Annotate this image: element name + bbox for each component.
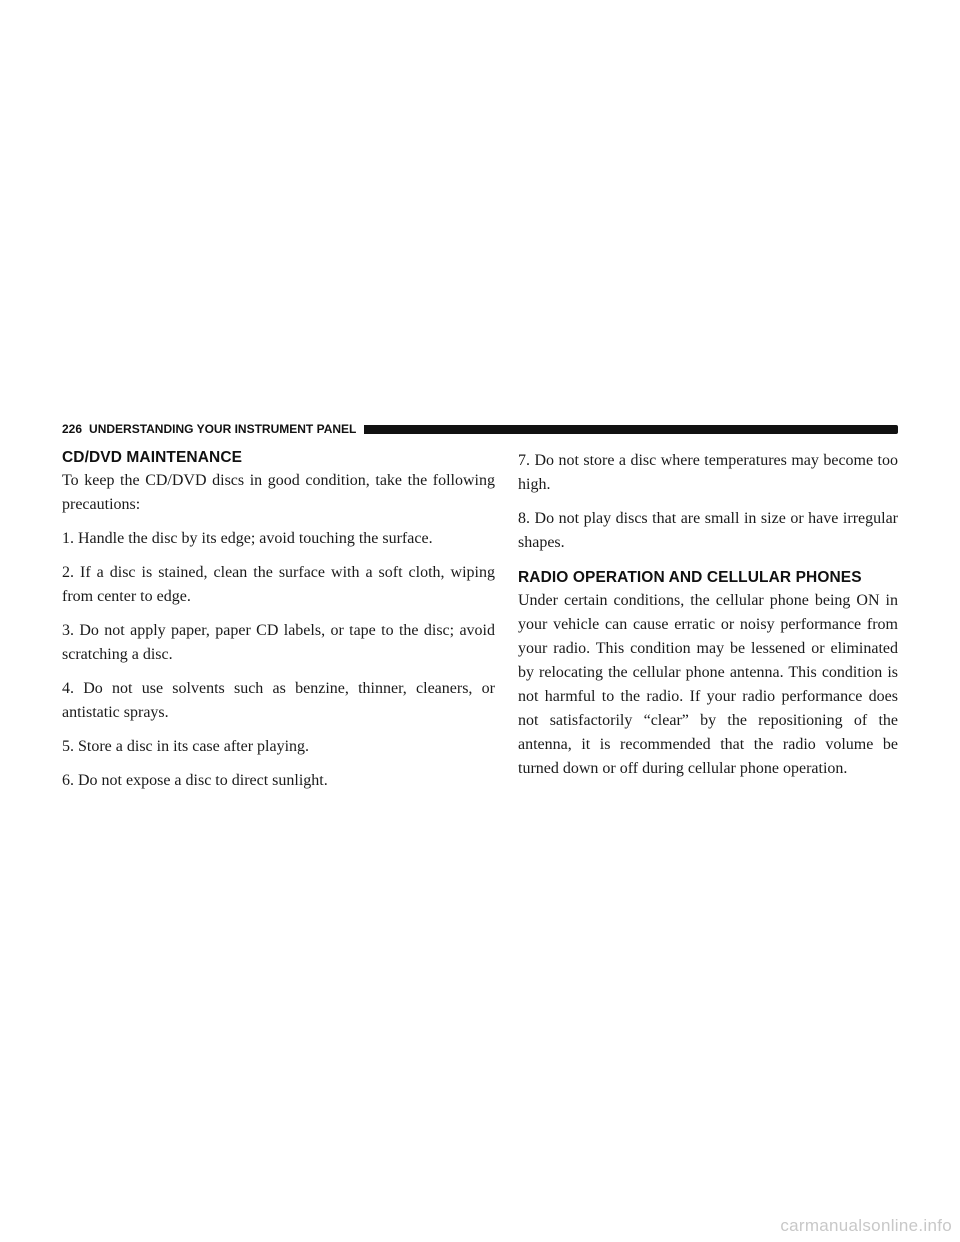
intro-paragraph: To keep the CD/DVD discs in good condition, take the following precautions:: [62, 472, 495, 513]
heading-radio-cellular: RADIO OPERATION AND CELLULAR PHONES: [518, 569, 862, 586]
watermark: carmanualsonline.info: [780, 1216, 952, 1235]
list-item: 3. Do not apply paper, paper CD labels, or tape to the disc; avoid scratching a disc.: [62, 622, 495, 663]
list-item: 7. Do not store a disc where temperatures may become too high.: [518, 452, 898, 493]
list-item: 5. Store a disc in its case after playing.: [62, 738, 310, 755]
header-rule: [364, 425, 898, 434]
list-item: 1. Handle the disc by its edge; avoid touching the surface.: [62, 530, 433, 547]
running-header: [62, 421, 898, 437]
body-paragraph: Under certain conditions, the cellular phone being ON in your vehicle can cause erratic or noisy performance from your radio. This condition may be lessened or eliminated by relocating the cellular phone antenna. This condition is not harmful to the radio. If your radio performance does not satisfactorily “clear” by the repositioning of the antenna, it is recommended that the radio volume be turned down or off during cellular phone operation.: [518, 592, 898, 777]
list-item: 4. Do not use solvents such as benzine, thinner, cleaners, or antistatic sprays.: [62, 680, 495, 721]
right-column: [518, 449, 898, 781]
page-number: 226: [62, 422, 83, 436]
list-item: 2. If a disc is stained, clean the surface with a soft cloth, wiping from center to edge.: [62, 564, 495, 605]
list-item: 8. Do not play discs that are small in size or have irregular shapes.: [518, 510, 898, 551]
section-title: UNDERSTANDING YOUR INSTRUMENT PANEL: [89, 422, 357, 436]
heading-cd-dvd-maintenance: CD/DVD MAINTENANCE: [62, 449, 243, 466]
list-item: 6. Do not expose a disc to direct sunlight.: [62, 772, 328, 789]
left-column: [62, 449, 495, 793]
